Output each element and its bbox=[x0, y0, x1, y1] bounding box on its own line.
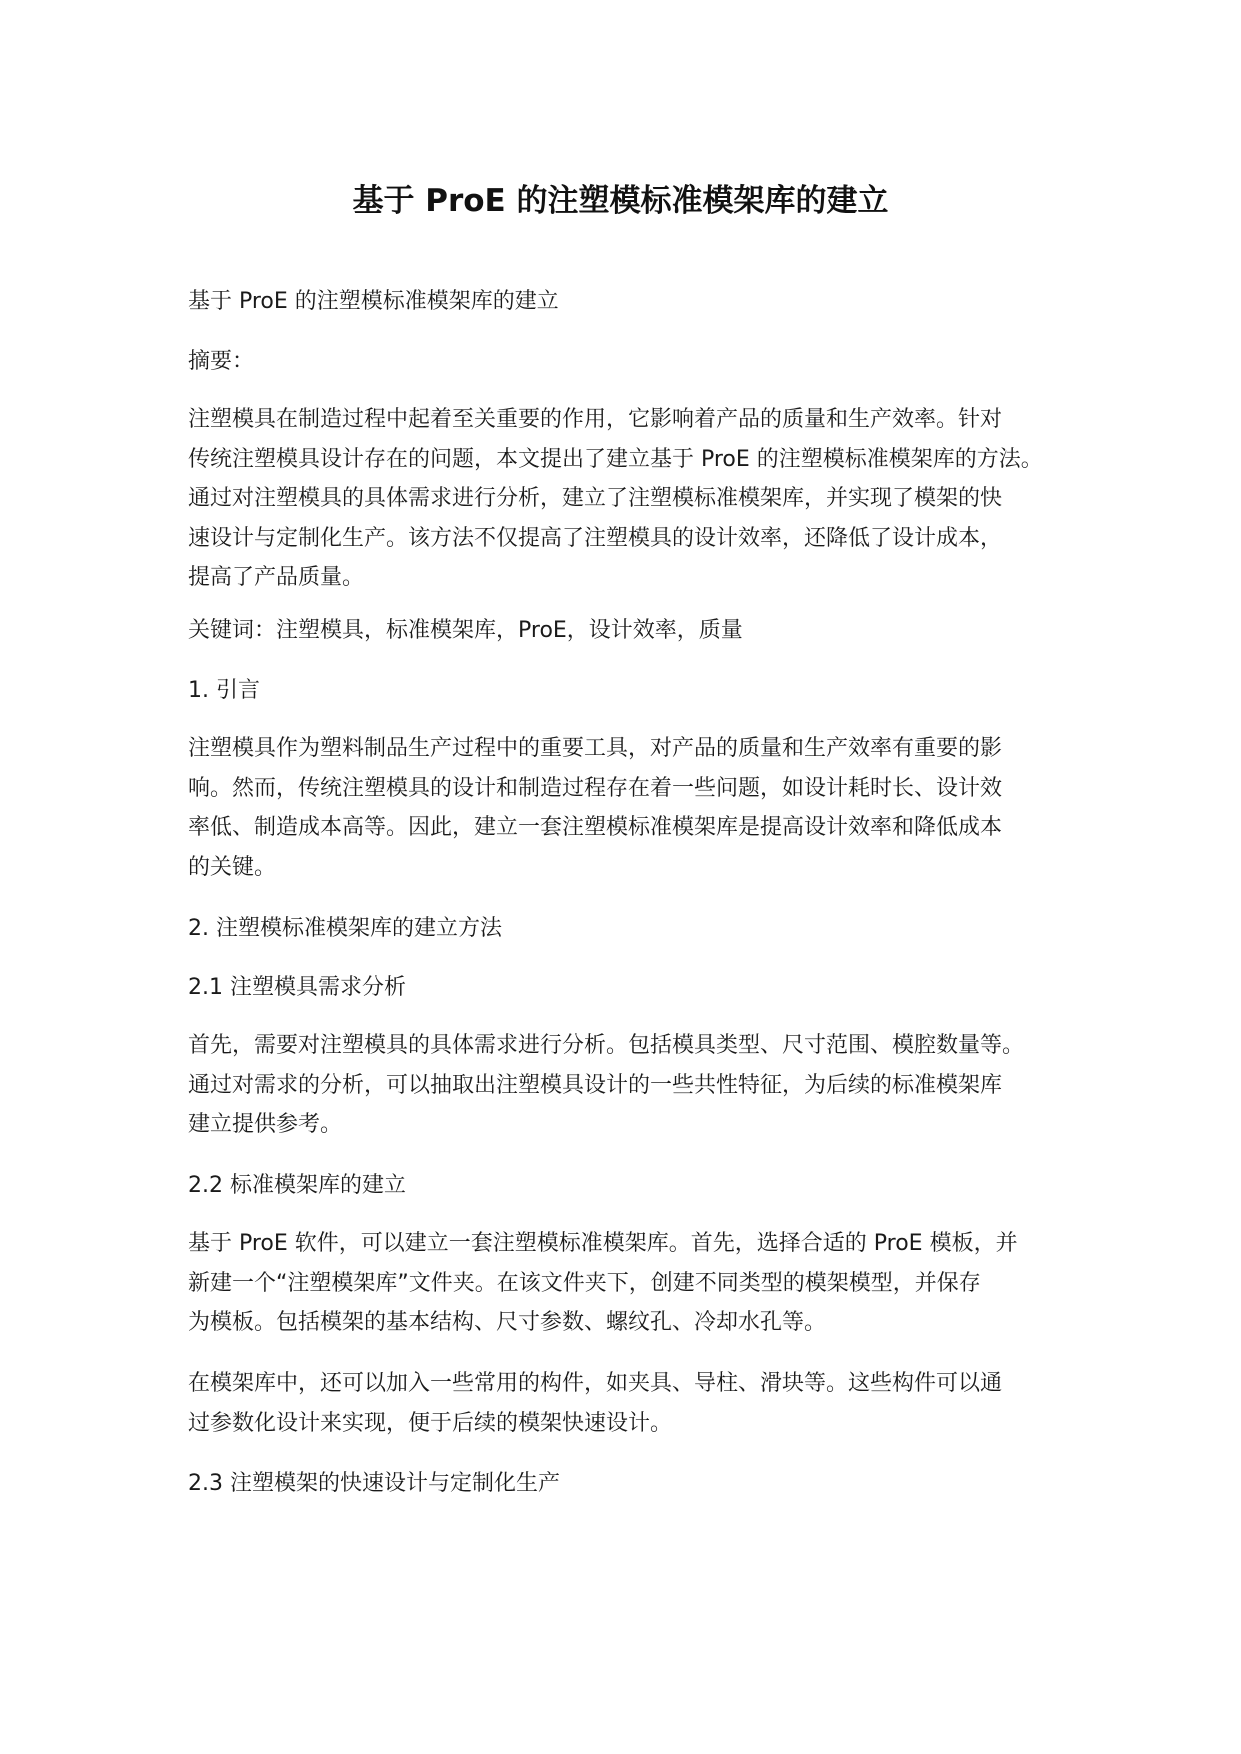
paragraph-line: 速设计与定制化生产。该方法不仅提高了注塑模具的设计效率，还降低了设计成本， bbox=[188, 525, 1003, 551]
paragraph-line: 注塑模具作为塑料制品生产过程中的重要工具，对产品的质量和生产效率有重要的影 bbox=[188, 736, 1003, 761]
paragraph-line: 为模板。包括模架的基本结构、尺寸参数、螺纹孔、冷却水孔等。 bbox=[188, 1310, 827, 1335]
document-subtitle: 基于 ProE 的注塑模标准模架库的建立 bbox=[188, 289, 559, 314]
paragraph-line: 响。然而，传统注塑模具的设计和制造过程存在着一些问题，如设计耗时长、设计效 bbox=[188, 775, 1003, 801]
paragraph-line: 注塑模具在制造过程中起着至关重要的作用，它影响着产品的质量和生产效率。针对 bbox=[188, 407, 1003, 432]
paragraph-line: 的关键。 bbox=[188, 854, 277, 880]
paragraph-line: 新建一个“注塑模架库”文件夹。在该文件夹下，创建不同类型的模架模型，并保存 bbox=[188, 1270, 981, 1296]
section-heading-1: 1. 引言 bbox=[188, 678, 260, 703]
paragraph-line: 基于 ProE 软件，可以建立一套注塑模标准模架库。首先，选择合适的 ProE 模板，并 bbox=[188, 1231, 1018, 1256]
paragraph-line: 传统注塑模具设计存在的问题，本文提出了建立基于 ProE 的注塑模标准模架库的方法。 bbox=[188, 446, 1043, 472]
paragraph-line: 提高了产品质量。 bbox=[188, 565, 365, 590]
keywords-line: 关键词：注塑模具，标准模架库，ProE，设计效率，质量 bbox=[188, 618, 743, 643]
paragraph-line: 通过对需求的分析，可以抽取出注塑模具设计的一些共性特征，为后续的标准模架库 bbox=[188, 1072, 1003, 1098]
paragraph-line: 在模架库中，还可以加入一些常用的构件，如夹具、导柱、滑块等。这些构件可以通 bbox=[188, 1371, 1003, 1396]
section-heading-2-2: 2.2 标准模架库的建立 bbox=[188, 1173, 406, 1198]
document-title: 基于 ProE 的注塑模标准模架库的建立 bbox=[352, 183, 889, 219]
paragraph-line: 建立提供参考。 bbox=[188, 1112, 343, 1137]
paragraph-line: 率低、制造成本高等。因此，建立一套注塑模标准模架库是提高设计效率和降低成本 bbox=[188, 815, 1003, 840]
paragraph-line: 首先，需要对注塑模具的具体需求进行分析。包括模具类型、尺寸范围、模腔数量等。 bbox=[188, 1033, 1025, 1058]
library-paragraph-1 bbox=[188, 1224, 1018, 1343]
section-heading-2: 2. 注塑模标准模架库的建立方法 bbox=[188, 916, 502, 941]
library-paragraph-2 bbox=[188, 1364, 1002, 1443]
section-heading-2-3: 2.3 注塑模架的快速设计与定制化生产 bbox=[188, 1471, 560, 1496]
abstract-label: 摘要： bbox=[188, 349, 255, 374]
paragraph-line: 过参数化设计来实现，便于后续的模架快速设计。 bbox=[188, 1410, 673, 1436]
abstract-paragraph bbox=[188, 400, 1043, 598]
introduction-paragraph bbox=[188, 729, 1002, 887]
paragraph-line: 通过对注塑模具的具体需求进行分析，建立了注塑模标准模架库，并实现了模架的快 bbox=[188, 486, 1003, 511]
section-heading-2-1: 2.1 注塑模具需求分析 bbox=[188, 975, 406, 1000]
requirements-paragraph bbox=[188, 1026, 1024, 1145]
